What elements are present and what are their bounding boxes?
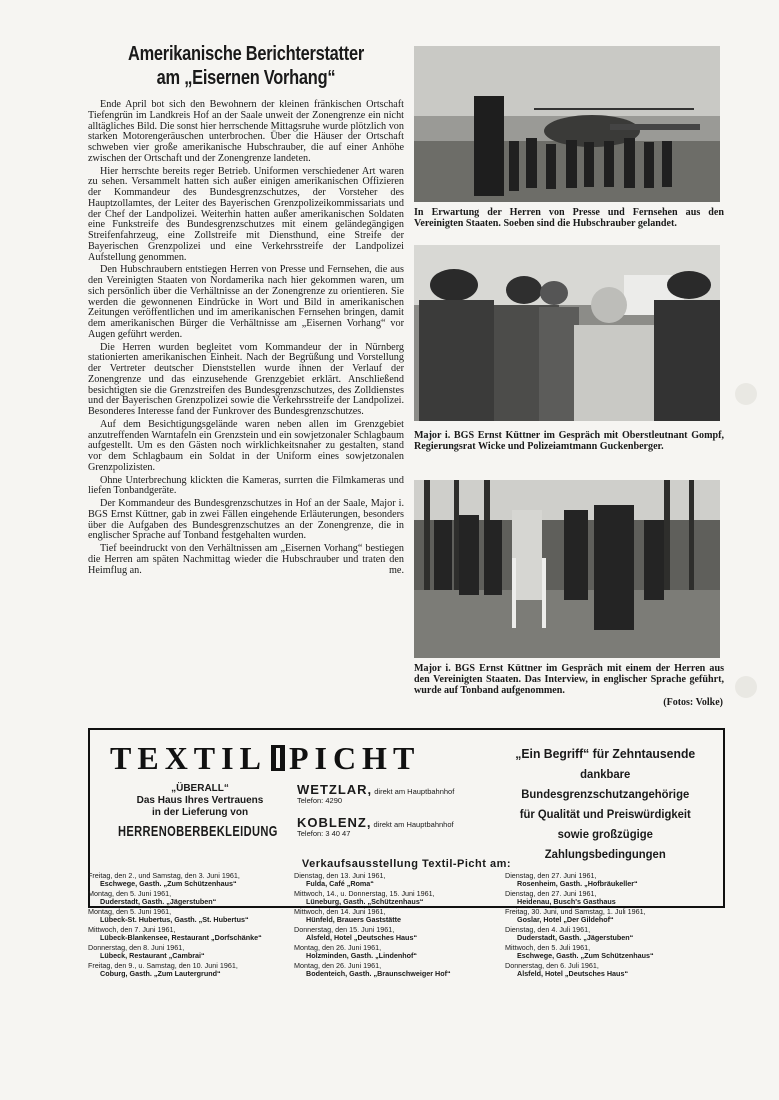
brand-hyphen-logo-icon (271, 745, 285, 771)
article-paragraph: Die Herren wurden begleitet vom Kommandeur der in Nürnberg stationierten amerikanischen Einheit. Nach der Begrüßung und Vorstellung der Vertreter deutscher Dienststellen wurde ihnen der Verlauf der Zonengrenze und das einzusehende Grenzgebiet erklärt. Anschließend besichtigten sie die Grenzstreifen des Bundesgrenzschutzes, des Zolldienstes und der Bayerischen Grenzpolizei sowie die Verkehrsstreife der Landpolizei. Besonderes Interesse fand der Funkrover des Bundesgrenzschutzes. (88, 341, 404, 417)
ad-promo (500, 744, 712, 864)
article-title-line2: am „Eisernen Vorhang“ (156, 67, 336, 89)
photo-interview (414, 480, 720, 658)
ad-promo-line: für Qualität und Preiswürdigkeit (519, 807, 691, 821)
schedule-date: Dienstag, den 27. Juni 1961, (505, 889, 597, 898)
article-signature: me. (389, 564, 404, 576)
schedule-place: Rosenheim, Gasth. „Hofbräukeller“ (517, 879, 638, 888)
ad-branch-phone: Telefon: 3 40 47 (297, 829, 351, 838)
schedule-place: Holzminden, Gasth. „Lindenhof“ (306, 951, 418, 960)
ad-slogan-line: in der Lieferung von (151, 807, 249, 818)
schedule-date: Montag, den 5. Juni 1961, (88, 907, 172, 916)
photo-conversation (414, 245, 720, 421)
schedule-entry (294, 908, 499, 924)
schedule-place: Lüneburg, Gasth. „Schützenhaus“ (306, 897, 424, 906)
schedule-date: Mittwoch, den 14. Juni 1961, (294, 907, 386, 916)
ad-branch-address: direkt am Hauptbahnhof (374, 787, 455, 796)
ad-schedule (88, 872, 725, 982)
schedule-place: Coburg, Gasth. „Zum Lautergrund“ (100, 969, 221, 978)
photo-credit: (Fotos: Volke) (663, 697, 723, 708)
schedule-date: Montag, den 26. Juni 1961, (294, 943, 382, 952)
schedule-date: Freitag, den 9., u. Samstag, den 10. Juni 1961, (88, 961, 238, 970)
scan-speck (735, 676, 757, 698)
schedule-column (88, 872, 288, 980)
schedule-place: Bodenteich, Gasth. „Braunschweiger Hof“ (306, 969, 451, 978)
schedule-place: Lübeck-St. Hubertus, Gasth. „St. Hubertus“ (100, 915, 249, 924)
schedule-place: Fulda, Café „Roma“ (306, 879, 374, 888)
article-title (116, 42, 375, 90)
schedule-date: Mittwoch, 14., u. Donnerstag, 15. Juni 1961, (294, 889, 435, 898)
schedule-entry (505, 944, 725, 960)
article-paragraph (88, 544, 404, 576)
schedule-column (294, 872, 499, 980)
schedule-place: Goslar, Hotel „Der Gildehof“ (517, 915, 614, 924)
ad-branch-city: KOBLENZ, (297, 815, 372, 830)
ad-product-line: HERRENOBERBEKLEIDUNG (118, 823, 278, 840)
photo-interview-image (414, 480, 720, 658)
schedule-entry (294, 872, 499, 888)
ad-branch-address: direkt am Hauptbahnhof (373, 820, 454, 829)
article-paragraph-text: Tief beeindruckt von den Verhältnissen am „Eisernen Vorhang“ bestiegen die Herren am späten Nachmittag wieder die Hubschrauber und traten den Heimflug an. (88, 543, 404, 576)
photo-conversation-image (414, 245, 720, 421)
ad-schedule-heading: Verkaufsausstellung Textil-Picht am: (301, 858, 512, 870)
article-paragraph: Ohne Unterbrechung klickten die Kameras, surrten die Filmkameras und liefen Tonbandgeräte. (88, 474, 404, 497)
ad-promo-line: dankbare Bundesgrenzschutzangehörige (521, 767, 690, 801)
schedule-entry (88, 962, 288, 978)
schedule-entry (505, 926, 725, 942)
ad-branch-koblenz (297, 815, 454, 838)
ad-branch-phone: Telefon: 4290 (297, 796, 343, 805)
schedule-place: Lübeck-Blankensee, Restaurant „Dorfschänke“ (100, 933, 262, 942)
photo-caption-3: Major i. BGS Ernst Küttner im Gespräch mit einem der Herren aus den Vereinigten Staaten. Das Interview, in englischer Sprache geführt, wurde auf Tonband aufgenommen. (414, 663, 724, 696)
schedule-date: Montag, den 5. Juni 1961, (88, 889, 172, 898)
schedule-entry (505, 962, 725, 978)
ad-promo-line: sowie großzügige Zahlungsbedingungen (544, 827, 666, 861)
schedule-entry (294, 926, 499, 942)
ad-branch-city: WETZLAR, (297, 782, 373, 797)
schedule-place: Heidenau, Busch's Gasthaus (517, 897, 616, 906)
schedule-column (505, 872, 725, 980)
ad-branch-wetzlar (297, 782, 455, 805)
article-body (88, 100, 404, 578)
schedule-date: Dienstag, den 4. Juli 1961, (505, 925, 591, 934)
schedule-date: Donnerstag, den 15. Juni 1961, (294, 925, 395, 934)
article-paragraph: Der Kommandeur des Bundesgrenzschutzes in Hof an der Saale, Major i. BGS Ernst Küttner, gab in zwei Fällen eingehende Erläuterungen, besonders über die Aufgaben des Bundesgrenzschutzes an der Zonengrenze, die in englischer Sprache auf Tonband festgehalten wurden. (88, 498, 404, 542)
schedule-date: Dienstag, den 13. Juni 1961, (294, 871, 386, 880)
ad-slogan-line: Das Haus Ihres Vertrauens (136, 795, 264, 806)
schedule-date: Montag, den 26. Juni 1961, (294, 961, 382, 970)
schedule-place: Eschwege, Gasth. „Zum Schützenhaus“ (100, 879, 237, 888)
ad-promo-line: „Ein Begriff“ für Zehntausende (515, 746, 696, 761)
schedule-entry (88, 872, 288, 888)
schedule-date: Donnerstag, den 8. Juni 1961, (88, 943, 185, 952)
schedule-entry (294, 890, 499, 906)
schedule-date: Freitag, den 2., und Samstag, den 3. Juni 1961, (88, 871, 240, 880)
schedule-date: Dienstag, den 27. Juni 1961, (505, 871, 597, 880)
schedule-entry (88, 926, 288, 942)
schedule-entry (505, 872, 725, 888)
photo-caption-2: Major i. BGS Ernst Küttner im Gespräch mit Oberstleutnant Gompf, Regierungsrat Wicke und Polizeiamtmann Guckenberger. (414, 430, 724, 452)
ad-brand-left: TEXTIL (110, 740, 267, 776)
schedule-entry (294, 962, 499, 978)
ad-slogan (116, 783, 284, 819)
schedule-place: Hünfeld, Brauers Gaststätte (306, 915, 402, 924)
article-paragraph: Hier herrschte bereits reger Betrieb. Uniformen verschiedener Art waren zu sehen. Versammelt hatten sich außer einigen amerikanischen Offizieren der Kommandeur des Bundesgrenzschutzes, der Vorsteher des Hauptzollamtes, der Leiter des Bayerischen Grenzpolizeikommissariats und der Chef der Landpolizei. Weiterhin hatten außer amerikanischen Soldaten eine Funkstreife des Bundesgrenzschutzes mit einem geländegängigen Streifenfahrzeug, eine Zollstreife mit Diensthund, eine Streife der Bayerischen Grenzpolizei und eine Verkehrsstreife der Landpolizei Aufstellung genommen. (88, 165, 404, 263)
photo-helicopters (414, 46, 720, 202)
schedule-place: Lübeck, Restaurant „Cambrai“ (100, 951, 205, 960)
schedule-place: Alsfeld, Hotel „Deutsches Haus“ (517, 969, 629, 978)
schedule-place: Alsfeld, Hotel „Deutsches Haus“ (306, 933, 418, 942)
schedule-place: Eschwege, Gasth. „Zum Schützenhaus“ (517, 951, 654, 960)
article-paragraph: Den Hubschraubern entstiegen Herren von Presse und Fernsehen, die aus den Vereinigten Staaten von Nordamerika nach hier gekommen waren, um sich persönlich über die Verhältnisse an der Zonengrenze zu orientieren. Sie werden die gewonnenen Eindrücke in Wort und Bild in amerikanischen Zeitungen veröffentlichen und im amerikanischen Fernsehen bringen, damit dem amerikanischen Bürger die Verhältnisse am „Eisernen Vorhang“ vor Augen geführt werden. (88, 264, 404, 340)
scan-speck (735, 383, 757, 405)
article-paragraph: Ende April bot sich den Bewohnern der kleinen fränkischen Ortschaft Tiefengrün im Landkreis Hof an der Saale unweit der Zonengrenze ein nicht alltägliches Bild. Die sonst hier herrschende Mittagsruhe wurde plötzlich von starken Motorengeräuschen unterbrochen. Über die Häuser der Ortschaft schweben vier große amerikanische Hubschrauber, die auf einer Anhöhe zwischen der Ortschaft und der Zonengrenze landeten. (88, 99, 404, 164)
article-title-line1: Amerikanische Berichterstatter (127, 43, 365, 65)
schedule-place: Duderstadt, Gasth. „Jägerstuben“ (100, 897, 217, 906)
schedule-entry (88, 890, 288, 906)
article-paragraph: Auf dem Besichtigungsgelände waren neben allen im Grenzgebiet anzutreffenden Warntafeln ein Grenzstein und ein sowjetzonaler Schlagbaum aufgestellt. Um es den Gästen noch wirklichkeitsnaher zu gestalten, stand vor dem Schlagbaum ein Soldat in der Uniform eines sowjetzonalen Grenzpolizisten. (88, 418, 404, 473)
schedule-entry (88, 944, 288, 960)
schedule-date: Donnerstag, den 6. Juli 1961, (505, 961, 599, 970)
schedule-date: Freitag, 30. Juni, und Samstag, 1. Juli 1961, (505, 907, 646, 916)
schedule-entry (294, 944, 499, 960)
schedule-date: Mittwoch, den 5. Juli 1961, (505, 943, 591, 952)
schedule-place: Duderstadt, Gasth. „Jägerstuben“ (517, 933, 634, 942)
photo-caption-1: In Erwartung der Herren von Presse und Fernsehen aus den Vereinigten Staaten. Soeben sind die Hubschrauber gelandet. (414, 207, 724, 229)
photo-helicopters-image (414, 46, 720, 202)
schedule-entry (88, 908, 288, 924)
ad-brand-right: PICHT (288, 740, 421, 776)
ad-slogan-line: „ÜBERALL“ (171, 783, 229, 794)
schedule-entry (505, 908, 725, 924)
schedule-entry (505, 890, 725, 906)
schedule-date: Mittwoch, den 7. Juni 1961, (88, 925, 176, 934)
ad-brand (110, 740, 420, 777)
